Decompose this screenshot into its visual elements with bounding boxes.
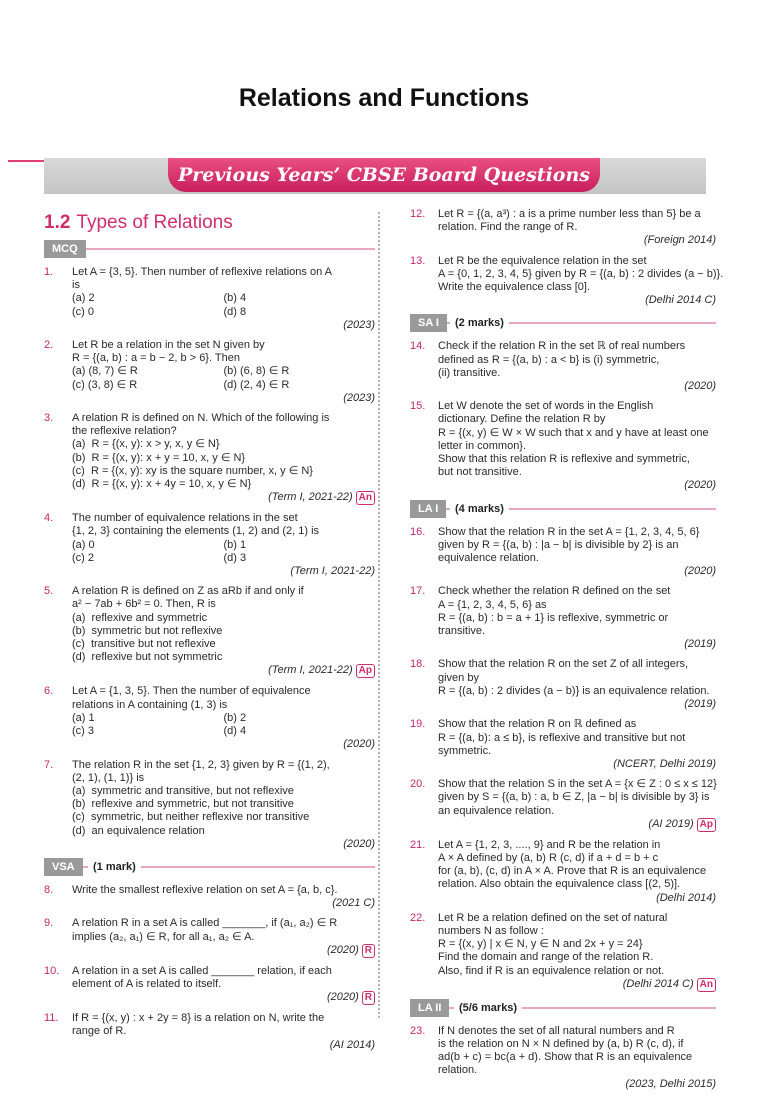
question-source (72, 664, 375, 678)
category-vsa (44, 858, 375, 876)
question-item (386, 254, 724, 308)
question-item (386, 585, 716, 651)
question-line: Let R be a relation defined on the set of natural (438, 911, 668, 924)
question-line: (b) reflexive and symmetric, but not transitive (72, 798, 294, 811)
option: (b) 4 (223, 292, 247, 305)
question-line: (a) R = {(x, y): x > y, x, y ∈ N} (72, 438, 220, 451)
source-text: (2019) (684, 698, 716, 711)
question-source (438, 294, 716, 307)
question-line: A relation R is defined on Z as aRb if and only if (72, 585, 304, 598)
question-line: (d) an equivalence relation (72, 824, 205, 837)
banner (44, 158, 706, 194)
question-line: R = {(x, y) | x ∈ N, y ∈ N and 2x + y = 24} (438, 938, 643, 951)
question-line: (c) symmetric, but neither reflexive nor transitive (72, 811, 310, 824)
question-line: the reflexive relation? (72, 425, 177, 438)
right-column (386, 208, 724, 1098)
question-source (72, 565, 375, 578)
question-source (438, 565, 716, 578)
question-item (20, 965, 375, 1005)
question-line: symmetric. (438, 744, 492, 757)
question-line: range of R. (72, 1025, 127, 1038)
question-line: transitive. (438, 625, 486, 638)
question-source (72, 944, 375, 958)
question-line: A = {1, 2, 3, 4, 5, 6} as (438, 598, 547, 611)
question-source (72, 1039, 375, 1052)
question-number: 9. (44, 917, 54, 930)
question-line: Let R = {(a, a³) : a is a prime number less than 5} be a (438, 208, 701, 220)
question-source (72, 991, 375, 1005)
question-line: R = {(x, y) ∈ W × W such that x and y have at least one (438, 426, 709, 439)
vsa-question-list (20, 884, 375, 1052)
question-number: 15. (410, 400, 426, 413)
question-number: 21. (410, 838, 426, 851)
difficulty-label: An (697, 978, 716, 992)
category-tag: VSA (44, 858, 83, 876)
options-grid (72, 292, 375, 318)
source-text: (NCERT, Delhi 2019) (613, 757, 716, 770)
column-divider (378, 212, 380, 1018)
question-number: 14. (410, 340, 426, 353)
question-source (438, 978, 716, 992)
option: (c) (3, 8) ∈ R (72, 378, 138, 391)
question-item (20, 585, 375, 678)
question-line: A × A defined by (a, b) R (c, d) if a + d = b + c (438, 851, 659, 864)
question-line: (c) transitive but not reflexive (72, 638, 216, 651)
question-line: (d) R = {(x, y): x + 4y = 10, x, y ∈ N} (72, 478, 252, 491)
question-source (72, 319, 375, 332)
source-text: (2020) (684, 380, 716, 393)
category-bar (44, 248, 375, 250)
mcq-question-list (20, 266, 375, 851)
category-marks: (2 marks) (450, 314, 509, 332)
question-line: dictionary. Define the relation R by (438, 413, 606, 426)
category-marks: (1 mark) (88, 858, 141, 876)
question-item (386, 208, 716, 248)
question-number: 4. (44, 512, 54, 525)
question-item (20, 1012, 375, 1052)
question-source (438, 380, 716, 393)
question-source (438, 892, 716, 905)
source-text: (2021 C) (332, 897, 375, 910)
question-item (20, 884, 375, 910)
question-line: The relation R in the set {1, 2, 3} given by R = {(1, 2), (72, 758, 330, 771)
source-text: (Term I, 2021-22) (268, 664, 353, 677)
question-line: given by (438, 671, 479, 684)
source-text: (2023, Delhi 2015) (625, 1077, 716, 1090)
question-line: relation. Also obtain the equivalence class [(2, 5)]. (438, 878, 681, 891)
question-line: Show that the relation S in the set A = {x ∈ Z : 0 ≤ x ≤ 12} (438, 778, 717, 791)
question-line: defined as R = {(a, b) : a < b} is (i) symmetric, (438, 353, 660, 366)
options-grid (72, 712, 375, 738)
question-line: Check if the relation R in the set ℝ of real numbers (438, 340, 686, 353)
question-item (386, 1025, 716, 1091)
category-la2 (410, 999, 716, 1017)
category-tag: MCQ (44, 240, 86, 258)
question-item (20, 512, 375, 578)
question-source (438, 818, 716, 832)
la1-question-list (386, 526, 716, 992)
question-line: Show that this relation R is reflexive and symmetric, (438, 453, 690, 466)
question-item (20, 412, 375, 505)
category-sa1 (410, 314, 716, 332)
category-mcq (44, 240, 375, 258)
option: (a) (8, 7) ∈ R (72, 365, 138, 378)
question-number: 22. (410, 911, 426, 924)
source-text: (2020) (326, 943, 359, 956)
question-line: is the relation on N × N defined by (a, b) R (c, d), if (438, 1037, 684, 1050)
question-line: Let A = {1, 3, 5}. Then the number of equivalence (72, 685, 311, 698)
question-item (20, 339, 375, 405)
page-title: Relations and Functions (238, 84, 530, 112)
question-number: 18. (410, 658, 426, 671)
question-line: R = {(a, b) : b = a + 1} is reflexive, symmetric or (438, 611, 669, 624)
question-item (20, 917, 375, 957)
option: (c) 0 (72, 305, 94, 318)
question-line: A relation in a set A is called _______ relation, if each (72, 964, 332, 977)
question-number: 5. (44, 585, 54, 598)
question-line: If R = {(x, y) : x + 2y = 8} is a relation on N, write the (72, 1012, 325, 1025)
left-column (20, 208, 375, 1059)
option: (d) 8 (223, 305, 247, 318)
difficulty-label: An (356, 491, 375, 505)
question-number: 10. (44, 964, 60, 977)
question-item (386, 839, 716, 905)
question-number: 16. (410, 525, 426, 538)
question-line: Let R be a relation in the set N given by (72, 339, 265, 352)
category-la1 (410, 500, 716, 518)
source-text: (2020) (343, 738, 375, 751)
source-text: (2023) (343, 391, 375, 404)
option: (b) 2 (223, 711, 247, 724)
option: (d) (2, 4) ∈ R (223, 378, 290, 391)
question-number: 17. (410, 585, 426, 598)
question-line: given by R = {(a, b) : |a − b| is divisible by 2} is an (438, 538, 679, 551)
question-line: equivalence relation. (438, 552, 539, 565)
question-line: (2, 1), (1, 1)} is (72, 771, 145, 784)
option: (d) 3 (223, 551, 247, 564)
top-question-list (386, 208, 724, 307)
section-number: 1.2 (44, 212, 71, 233)
source-text: (Delhi 2014 C) (622, 977, 694, 990)
question-line: Find the domain and range of the relation R. (438, 951, 654, 964)
la2-question-list (386, 1025, 716, 1091)
question-line: Show that the relation R on ℝ defined as (438, 718, 637, 731)
options-grid (72, 539, 375, 565)
question-line: A relation R in a set A is called _______, if (a₁, a₂) ∈ R (72, 917, 338, 930)
category-tag: LA I (410, 500, 446, 518)
source-text: (AI 2014) (329, 1038, 375, 1051)
question-line: relation. (438, 1064, 478, 1077)
question-number: 12. (410, 208, 426, 220)
difficulty-label: Ap (697, 818, 716, 832)
source-text: (2020) (326, 991, 359, 1004)
question-number: 3. (44, 412, 54, 425)
question-item (386, 778, 716, 832)
question-line: an equivalence relation. (438, 804, 555, 817)
question-source (438, 758, 716, 771)
question-line: ad(b + c) = bc(a + d). Show that R is an equivalence (438, 1051, 693, 1064)
question-source (72, 491, 375, 505)
question-line: R = {(a, b): a ≤ b}, is reflexive and transitive but not (438, 731, 686, 744)
question-line: If N denotes the set of all natural numbers and R (438, 1024, 675, 1037)
question-source (72, 838, 375, 851)
question-item (20, 759, 375, 851)
question-item (386, 340, 716, 393)
option: (a) 2 (72, 292, 95, 305)
question-line: R = {(a, b) : a = b − 2, b > 6}. Then (72, 352, 240, 365)
question-line: element of A is related to itself. (72, 977, 222, 990)
source-text: (Term I, 2021-22) (290, 565, 375, 578)
source-text: (Delhi 2014 C) (645, 294, 716, 307)
option: (c) 2 (72, 551, 94, 564)
question-item (386, 912, 716, 992)
question-item (386, 718, 716, 771)
category-marks: (5/6 marks) (454, 999, 522, 1017)
question-item (20, 266, 375, 332)
question-line: Also, find if R is an equivalence relation or not. (438, 964, 665, 977)
question-source (72, 738, 375, 751)
options-grid (72, 365, 375, 391)
source-text: (Term I, 2021-22) (268, 491, 353, 504)
question-number: 2. (44, 339, 54, 352)
question-line: relation. Find the range of R. (438, 221, 578, 234)
question-number: 6. (44, 685, 54, 698)
question-line: (a) reflexive and symmetric (72, 611, 208, 624)
category-tag: LA II (410, 999, 449, 1017)
question-line: (ii) transitive. (438, 366, 501, 379)
question-number: 1. (44, 266, 54, 278)
source-text: (Delhi 2014) (656, 891, 716, 904)
question-source (72, 897, 375, 910)
question-number: 23. (410, 1024, 426, 1037)
question-line: Show that the relation R in the set A = {1, 2, 3, 4, 5, 6} (438, 525, 700, 538)
source-text: (2023) (343, 318, 375, 331)
question-line: R = {(a, b) : 2 divides (a − b)} is an equivalence relation. (438, 684, 710, 697)
section-name: Types of Relations (76, 212, 233, 233)
question-line: Write the smallest reflexive relation on set A = {a, b, c}. (72, 883, 338, 896)
question-number: 8. (44, 883, 54, 896)
option: (b) (6, 8) ∈ R (223, 365, 290, 378)
option: (c) 3 (72, 725, 94, 738)
source-text: (AI 2019) (648, 817, 694, 830)
question-line: (a) symmetric and transitive, but not reflexive (72, 784, 294, 797)
source-text: (2020) (343, 837, 375, 850)
question-line: Write the equivalence class [0]. (438, 281, 591, 294)
question-number: 11. (44, 1012, 59, 1025)
question-line: relations in A containing (1, 3) is (72, 698, 228, 711)
question-line: {1, 2, 3} containing the elements (1, 2) and (2, 1) is (72, 525, 320, 538)
question-number: 19. (410, 718, 426, 731)
source-text: (Foreign 2014) (643, 234, 716, 247)
question-number: 13. (410, 254, 426, 267)
question-line: The number of equivalence relations in the set (72, 512, 298, 525)
question-item (20, 685, 375, 751)
option: (d) 4 (223, 725, 247, 738)
question-line: given by S = {(a, b) : a, b ∈ Z, |a − b| is divisible by 3} is (438, 791, 710, 804)
difficulty-label: R (362, 991, 375, 1005)
question-item (386, 658, 716, 711)
banner-title: Previous Years’ CBSE Board Questions (168, 158, 600, 192)
question-line: a² − 7ab + 6b² = 0. Then, R is (72, 598, 216, 611)
question-source (438, 1078, 716, 1091)
question-source (438, 234, 716, 247)
question-source (72, 392, 375, 405)
question-line: (b) R = {(x, y): x + y = 10, x, y ∈ N} (72, 451, 246, 464)
question-line: A relation R is defined on N. Which of the following is (72, 412, 330, 425)
question-line: (c) R = {(x, y): xy is the square number, x, y ∈ N} (72, 464, 313, 477)
question-source (438, 698, 716, 711)
option: (b) 1 (223, 538, 247, 551)
source-text: (2020) (684, 565, 716, 578)
question-line: is (72, 279, 80, 292)
question-source (438, 638, 716, 651)
difficulty-label: R (362, 944, 375, 958)
question-number: 20. (410, 778, 426, 791)
question-line: Show that the relation R on the set Z of all integers, (438, 658, 689, 671)
question-item (386, 400, 716, 492)
question-line: letter in common}. (438, 439, 527, 452)
question-line: Let A = {3, 5}. Then number of reflexive relations on A (72, 266, 332, 278)
option: (a) 1 (72, 711, 95, 724)
question-source (438, 479, 716, 492)
question-line: but not transitive. (438, 466, 522, 479)
question-line: Check whether the relation R defined on the set (438, 585, 671, 598)
source-text: (2020) (684, 479, 716, 492)
difficulty-label: Ap (356, 664, 375, 678)
question-line: Let A = {1, 2, 3, ...., 9} and R be the relation in (438, 838, 661, 851)
question-line: implies (a₂, a₁) ∈ R, for all a₁, a₂ ∈ A. (72, 930, 255, 943)
question-line: A = {0, 1, 2, 3, 4, 5} given by R = {(a, b) : 2 divides (a − b)}. (438, 267, 724, 280)
question-line: (d) reflexive but not symmetric (72, 651, 223, 664)
question-line: (b) symmetric but not reflexive (72, 624, 223, 637)
category-tag: SA I (410, 314, 447, 332)
category-marks: (4 marks) (450, 500, 509, 518)
question-item (386, 526, 716, 579)
sa1-question-list (386, 340, 716, 492)
source-text: (2019) (684, 638, 716, 651)
section-title (44, 212, 375, 234)
question-line: for (a, b), (c, d) in A × A. Prove that R is an equivalence (438, 865, 707, 878)
question-number: 7. (44, 758, 54, 771)
option: (a) 0 (72, 538, 95, 551)
question-line: numbers N as follow : (438, 924, 544, 937)
question-line: Let R be the equivalence relation in the set (438, 254, 647, 267)
question-line: Let W denote the set of words in the English (438, 400, 654, 413)
